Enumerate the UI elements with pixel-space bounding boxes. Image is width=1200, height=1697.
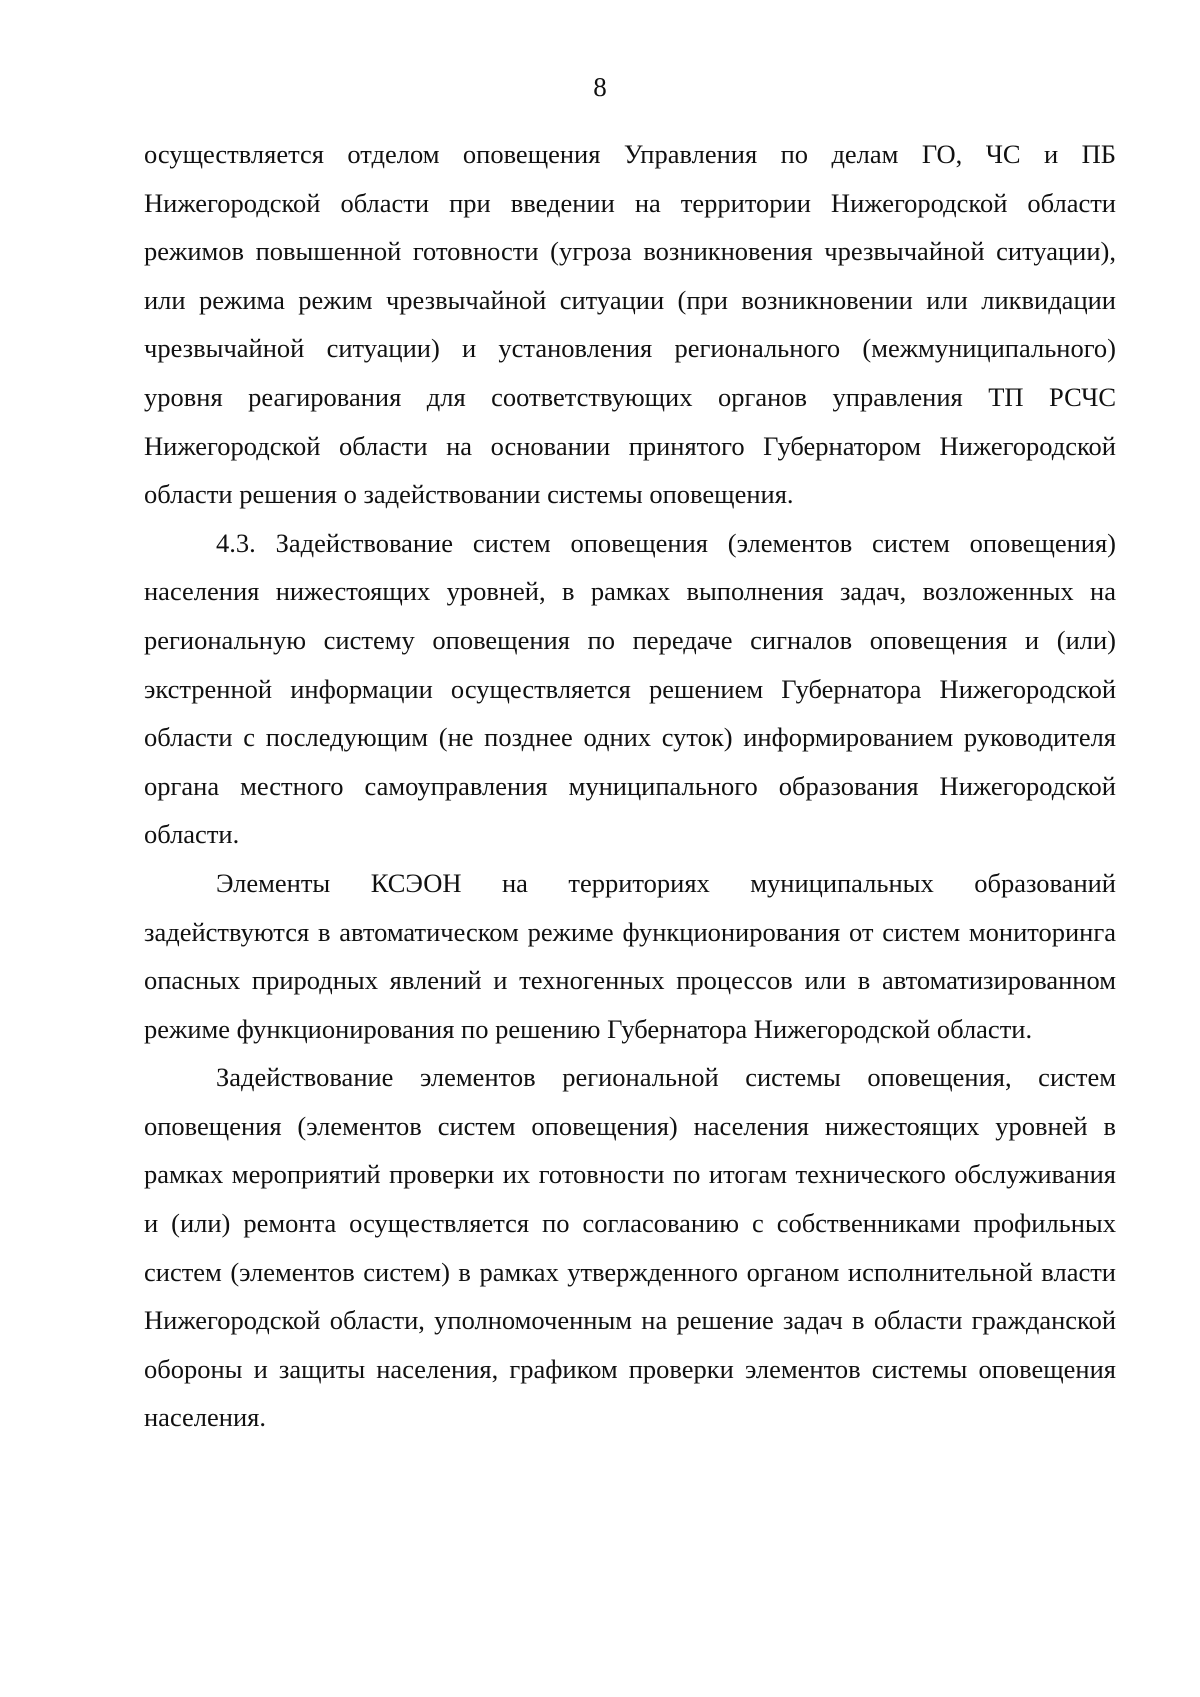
paragraph-4-3: 4.3. Задействование систем оповещения (элементов систем оповещения) населения нижестоящих уровней, в рамках выполнения задач, возложенных на региональную систему оповещения по передаче сигналов оповещения и (или) экстренной информации осуществляется решением Губернатора Нижегородской области с последующим (не позднее одних суток) информированием руководителя органа местного самоуправления муниципального образования Нижегородской области. xyxy=(144,527,1116,850)
paragraph-kseon-elements: Элементы КСЭОН на территориях муниципальных образований задействуются в автоматическом режиме функционирования от систем мониторинга опасных природных явлений и техногенных процессов или в автоматизированном режиме функционирования по решению Губернатора Нижегородской области. xyxy=(144,867,1116,1044)
page-number: 8 xyxy=(593,72,607,102)
paragraph-continuation: осуществляется отделом оповещения Управления по делам ГО, ЧС и ПБ Нижегородской области при введении на территории Нижегородской области режимов повышенной готовности (угроза возникновения чрезвычайной ситуации), или режима режим чрезвычайной ситуации (при возникновении или ликвидации чрезвычайной ситуации) и установления регионального (межмуниципального) уровня реагирования для соответствующих органов управления ТП РСЧС Нижегородской области на основании принятого Губернатором Нижегородской области решения о задействовании системы оповещения. xyxy=(144,139,1116,510)
paragraph-readiness-check: Задействование элементов региональной системы оповещения, систем оповещения (элементов систем оповещения) населения нижестоящих уровней в рамках мероприятий проверки их готовности по итогам технического обслуживания и (или) ремонта осуществляется по согласованию с собственниками профильных систем (элементов систем) в рамках утвержденного органом исполнительной власти Нижегородской области, уполномоченным на решение задач в области гражданской обороны и защиты населения, графиком проверки элементов системы оповещения населения. xyxy=(144,1062,1116,1433)
document-body xyxy=(144,130,1116,1442)
